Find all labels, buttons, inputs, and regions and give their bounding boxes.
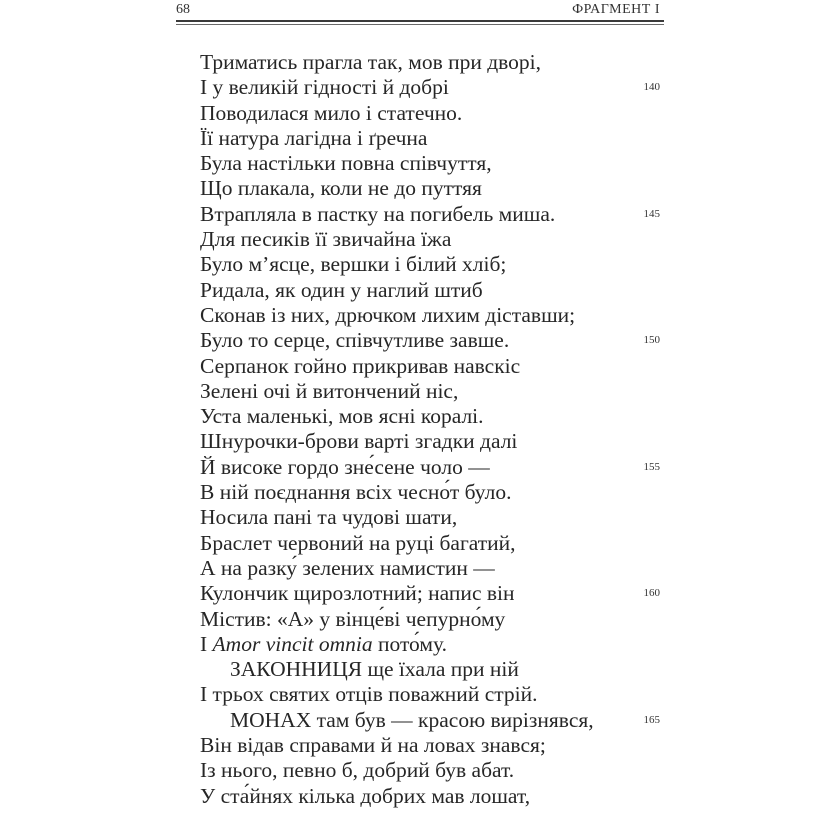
verse-line-text: Уста маленькі, мов ясні коралі. xyxy=(200,404,484,429)
verse-line-text: Носила пані та чудові шати, xyxy=(200,505,458,530)
verse-line xyxy=(200,252,664,277)
verse-block xyxy=(200,50,664,809)
line-number: 160 xyxy=(643,587,660,600)
verse-line xyxy=(200,556,664,581)
verse-line xyxy=(200,379,664,404)
verse-line-text: І трьох святих отців поважний стрій. xyxy=(200,682,538,707)
verse-line-text: Ридала, як один у наглий штиб xyxy=(200,277,483,302)
verse-line xyxy=(200,682,664,707)
verse-line xyxy=(200,657,664,682)
verse-line-text: В ній поєднання всіх чесно́т було. xyxy=(200,480,512,505)
verse-text-segment: І xyxy=(200,631,213,656)
verse-line xyxy=(200,429,664,454)
verse-line xyxy=(200,404,664,429)
verse-line xyxy=(200,758,664,783)
verse-line xyxy=(200,784,664,809)
page-number: 68 xyxy=(176,2,190,17)
verse-line xyxy=(200,227,664,252)
verse-line-text: МОНАХ там був — красою вирізнявся, xyxy=(230,707,594,732)
verse-line xyxy=(200,202,664,227)
line-number: 155 xyxy=(643,460,660,473)
verse-line-text: Браслет червоний на руці багатий, xyxy=(200,530,516,555)
verse-line xyxy=(200,75,664,100)
header-rule-thick xyxy=(176,20,664,22)
verse-line-text: Сконав із них, дрючком лихим діставши; xyxy=(200,302,576,327)
verse-line xyxy=(200,581,664,606)
verse-line-text: Із нього, певно б, добрий був абат. xyxy=(200,758,515,783)
verse-line-text xyxy=(200,632,447,656)
running-head xyxy=(176,2,664,18)
line-number: 145 xyxy=(643,207,660,220)
line-number: 165 xyxy=(643,713,660,726)
verse-line-text: І у великій гідності й добрі xyxy=(200,75,449,100)
verse-line xyxy=(200,607,664,632)
verse-line xyxy=(200,151,664,176)
verse-line-text: Було м’ясце, вершки і білий хліб; xyxy=(200,252,507,277)
header-rule-thin xyxy=(176,24,664,25)
verse-line-text: Для песиків її звичайна їжа xyxy=(200,227,452,252)
verse-line xyxy=(200,303,664,328)
verse-line xyxy=(200,733,664,758)
verse-line-text: Втрапляла в пастку на погибель миша. xyxy=(200,201,556,226)
verse-line xyxy=(200,632,664,657)
verse-line xyxy=(200,176,664,201)
verse-line-text: Що плакала, коли не до путтяя xyxy=(200,176,482,201)
verse-line xyxy=(200,50,664,75)
verse-line-text: Її натура лагідна і ґречна xyxy=(200,125,428,150)
verse-line-text: Поводилася мило і статечно. xyxy=(200,100,463,125)
verse-line xyxy=(200,480,664,505)
verse-line xyxy=(200,455,664,480)
verse-line xyxy=(200,278,664,303)
verse-line-text: Зелені очі й витончений ніс, xyxy=(200,378,459,403)
verse-line xyxy=(200,354,664,379)
verse-line-text: У ста́йнях кілька добрих мав лошат, xyxy=(200,783,531,808)
verse-line xyxy=(200,708,664,733)
verse-line-text: Було то серце, співчутливе завше. xyxy=(200,328,510,353)
book-page xyxy=(176,0,664,840)
verse-line xyxy=(200,328,664,353)
verse-line-text: Серпанок гойно прикривав навскіс xyxy=(200,353,521,378)
verse-text-segment: пото́му. xyxy=(372,631,447,656)
verse-line-text: Була настільки повна співчуття, xyxy=(200,151,492,176)
verse-line-text: Кулончик щирозлотний; напис він xyxy=(200,581,515,606)
verse-line-text: Містив: «А» у вінце́ві чепурно́му xyxy=(200,606,506,631)
verse-line-text: Триматись прагла так, мов при дворі, xyxy=(200,50,542,74)
line-number: 150 xyxy=(643,334,660,347)
verse-line-text: Й високе гордо зне́сене чоло — xyxy=(200,454,490,479)
verse-line xyxy=(200,101,664,126)
verse-line-text: ЗАКОННИЦЯ ще їхала при ній xyxy=(230,657,519,682)
verse-line xyxy=(200,126,664,151)
verse-line xyxy=(200,505,664,530)
verse-line-text: А на разку́ зелених намистин — xyxy=(200,555,495,580)
latin-phrase: Amor vincit omnia xyxy=(212,631,373,656)
section-title: ФРАГМЕНТ І xyxy=(572,2,660,17)
verse-line xyxy=(200,531,664,556)
verse-line-text: Він відав справами й на ловах знався; xyxy=(200,733,546,758)
line-number: 140 xyxy=(643,81,660,94)
verse-line-text: Шнурочки-брови варті згадки далі xyxy=(200,429,518,454)
